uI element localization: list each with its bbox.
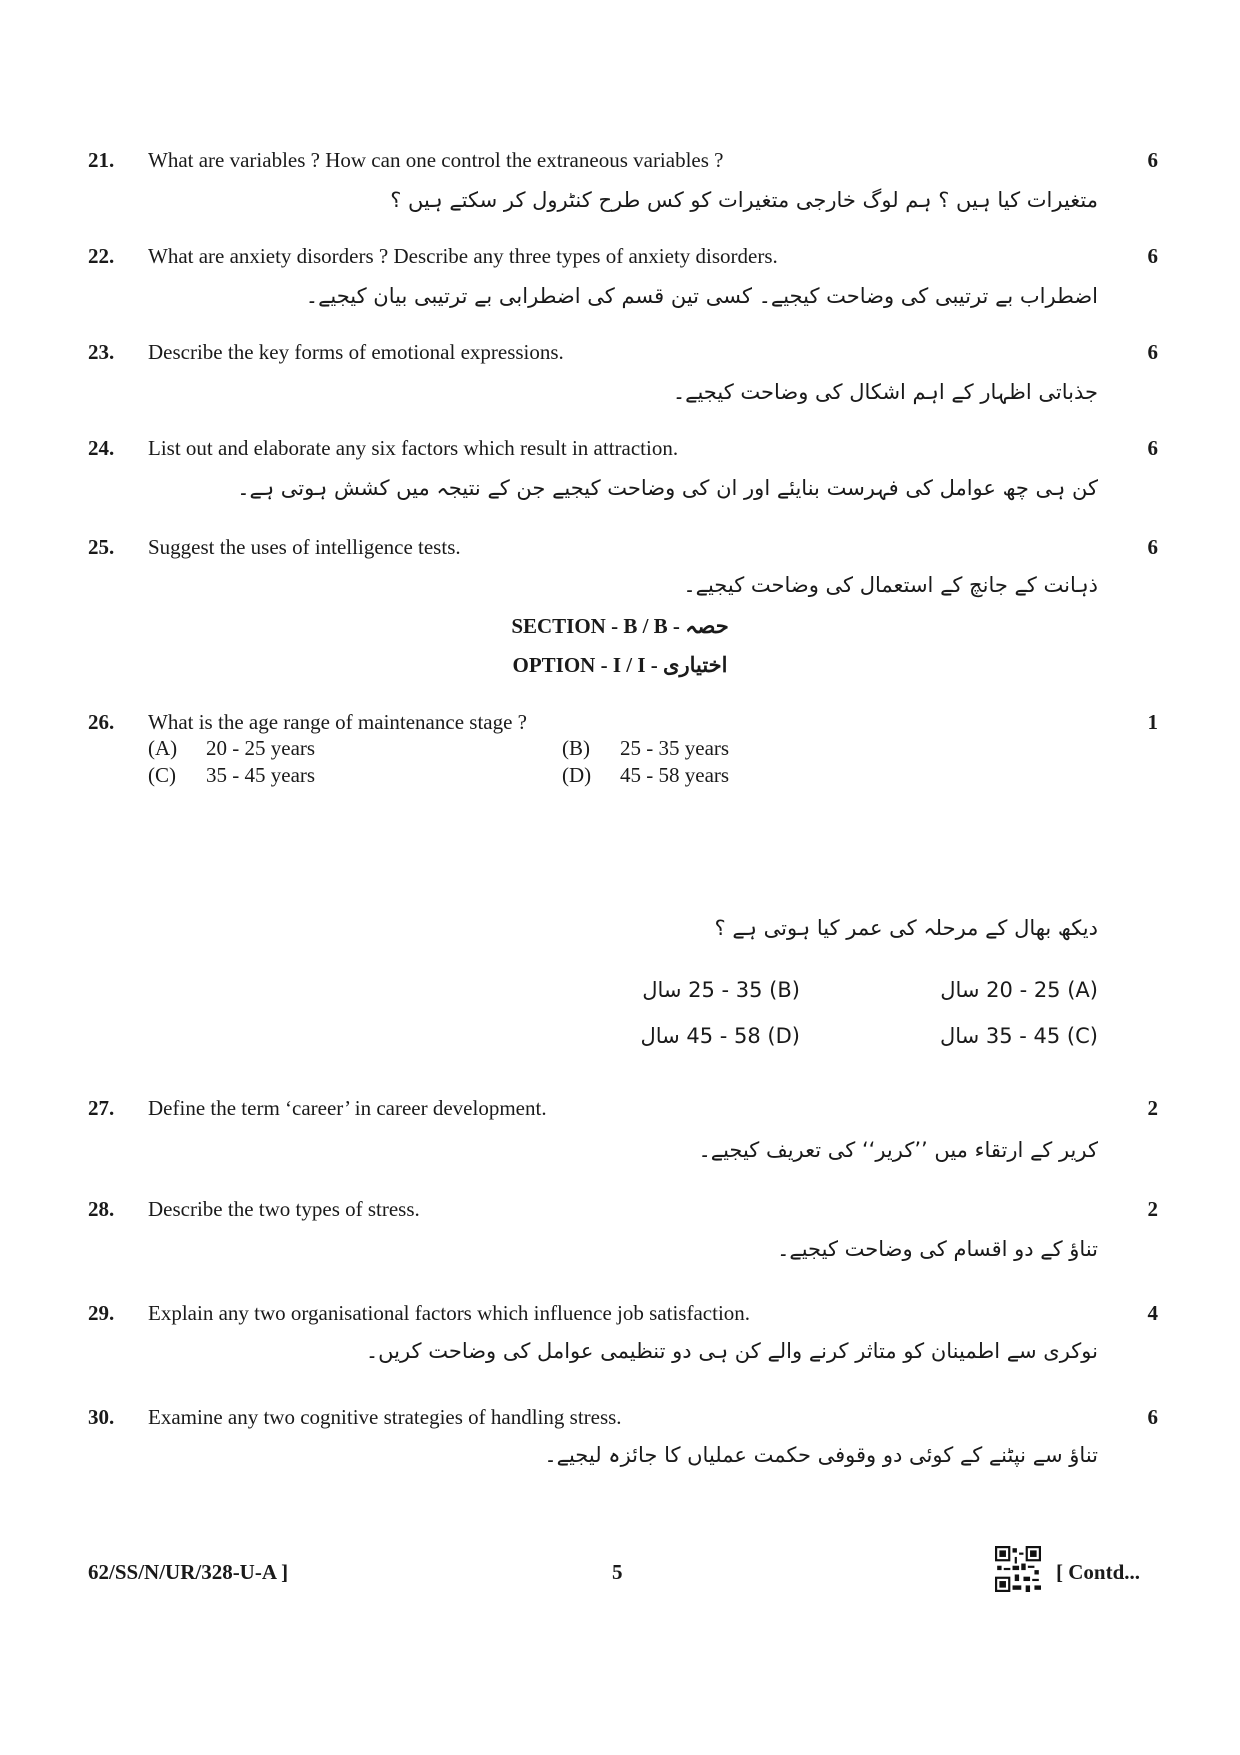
question-text-ur: تناؤ سے نپٹنے کے کوئی دو وقوفی حکمت عملیاں کا جائزہ لیجیے۔ (544, 1443, 1098, 1467)
question-26-text-ur: دیکھ بھال کے مرحلہ کی عمر کیا ہوتی ہے ؟ (714, 916, 1098, 940)
question-marks: 6 (1147, 535, 1158, 559)
qr-code-icon (995, 1546, 1041, 1592)
question-text-en: Examine any two cognitive strategies of handling stress. (148, 1405, 622, 1429)
option-b-text: 25 - 35 years (620, 736, 730, 760)
question-text-ur: اضطراب بے ترتیبی کی وضاحت کیجیے۔ کسی تین قسم کی اضطرابی بے ترتیبی بیان کیجیے۔ (305, 284, 1098, 308)
question-text-ur: کریر کے ارتقاء میں ’’کریر‘‘ کی تعریف کیجیے۔ (698, 1138, 1098, 1162)
question-number: 24. (88, 436, 115, 460)
question-text-ur: کن ہی چھ عوامل کی فہرست بنایئے اور ان کی وضاحت کیجیے جن کے نتیجہ میں کشش ہوتی ہے۔ (237, 476, 1098, 500)
option-d (562, 763, 729, 788)
question-text-en: Describe the key forms of emotional expressions. (148, 340, 564, 364)
option-a (148, 736, 315, 761)
question-text-en: What are variables ? How can one control the extraneous variables ? (148, 148, 724, 172)
question-text-ur: ذہانت کے جانچ کے استعمال کی وضاحت کیجیے۔ (683, 573, 1098, 597)
question-text-en: Explain any two organisational factors which influence job satisfaction. (148, 1301, 751, 1325)
option-d-text: 45 - 58 years (620, 763, 730, 787)
page-number: 5 (612, 1560, 623, 1584)
question-marks: 6 (1147, 436, 1158, 460)
option-c-label: (C) (148, 763, 176, 787)
question-marks: 4 (1147, 1301, 1158, 1325)
question-number: 27. (88, 1096, 115, 1120)
question-number: 26. (88, 710, 115, 734)
urdu-option-d: (D) 45 - 58 سال (640, 1024, 800, 1048)
question-text-en: Describe the two types of stress. (148, 1197, 420, 1221)
question-text-ur: جذباتی اظہار کے اہم اشکال کی وضاحت کیجیے۔ (672, 380, 1098, 404)
question-marks: 6 (1147, 244, 1158, 268)
question-text-ur: نوکری سے اطمینان کو متاثر کرنے والے کن ہی دو تنظیمی عوامل کی وضاحت کریں۔ (365, 1339, 1098, 1363)
question-number: 28. (88, 1197, 115, 1221)
question-marks: 6 (1147, 340, 1158, 364)
question-text-ur: تناؤ کے دو اقسام کی وضاحت کیجیے۔ (777, 1237, 1098, 1261)
option-c-text: 35 - 45 years (206, 763, 316, 787)
urdu-option-b: (B) 25 - 35 سال (642, 978, 800, 1002)
option-b-label: (B) (562, 736, 590, 760)
option-c (148, 763, 315, 788)
question-number: 30. (88, 1405, 115, 1429)
urdu-option-a: (A) 20 - 25 سال (940, 978, 1098, 1002)
question-marks: 6 (1147, 1405, 1158, 1429)
option-b (562, 736, 729, 761)
question-text-en: What is the age range of maintenance stage ? (148, 710, 527, 734)
option-a-text: 20 - 25 years (206, 736, 316, 760)
question-text-en: Suggest the uses of intelligence tests. (148, 535, 461, 559)
question-marks: 2 (1147, 1197, 1158, 1221)
question-marks: 1 (1147, 710, 1158, 734)
question-text-en: What are anxiety disorders ? Describe any three types of anxiety disorders. (148, 244, 778, 268)
question-number: 22. (88, 244, 115, 268)
section-heading: SECTION - B / B - حصہ (511, 614, 729, 638)
urdu-option-c: (C) 35 - 45 سال (939, 1024, 1098, 1048)
option-d-label: (D) (562, 763, 592, 787)
question-number: 23. (88, 340, 115, 364)
question-number: 25. (88, 535, 115, 559)
question-text-ur: متغیرات کیا ہیں ؟ ہم لوگ خارجی متغیرات کو کس طرح کنٹرول کر سکتے ہیں ؟ (390, 188, 1098, 212)
question-text-en: Define the term ‘career’ in career development. (148, 1096, 547, 1120)
question-text-en: List out and elaborate any six factors which result in attraction. (148, 436, 679, 460)
question-number: 21. (88, 148, 115, 172)
question-marks: 6 (1147, 148, 1158, 172)
option-a-label: (A) (148, 736, 178, 760)
continued-label: [ Contd... (1056, 1560, 1141, 1584)
question-marks: 2 (1147, 1096, 1158, 1120)
option-heading: OPTION - I / I - اختیاری (512, 653, 728, 677)
paper-code: 62/SS/N/UR/328-U-A ] (88, 1560, 289, 1584)
question-number: 29. (88, 1301, 115, 1325)
